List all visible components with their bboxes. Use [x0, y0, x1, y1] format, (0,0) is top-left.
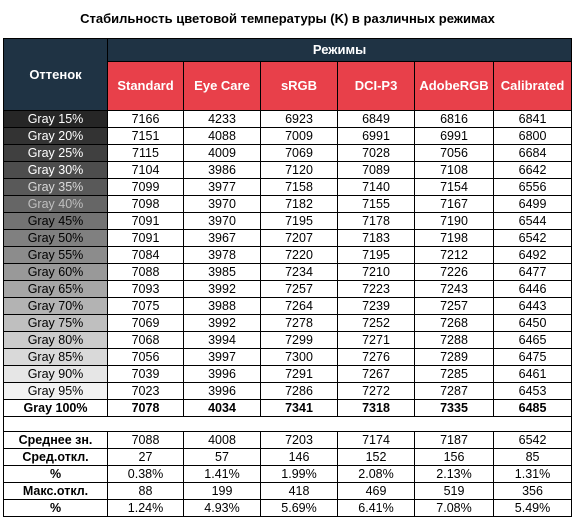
- table-row: [4, 230, 572, 247]
- stats-value-cell: 7174: [338, 432, 415, 449]
- table-row: [4, 111, 572, 128]
- value-cell: 7299: [261, 332, 338, 349]
- value-cell: 6642: [494, 162, 572, 179]
- value-cell: 3970: [184, 196, 261, 213]
- table-title: Стабильность цветовой температуры (K) в различных режимах: [80, 11, 495, 26]
- value-cell: 7028: [338, 145, 415, 162]
- stats-value-cell: 7088: [108, 432, 184, 449]
- value-cell: 7089: [338, 162, 415, 179]
- table-row: [4, 162, 572, 179]
- value-cell: 3967: [184, 230, 261, 247]
- shade-column-header: Оттенок: [4, 39, 108, 111]
- mode-header-eye-care: Eye Care: [184, 62, 261, 111]
- table-row: [4, 332, 572, 349]
- table-row: [4, 264, 572, 281]
- table-row: [4, 281, 572, 298]
- value-cell: 7056: [108, 349, 184, 366]
- value-cell: 7178: [338, 213, 415, 230]
- table-row: [4, 315, 572, 332]
- value-cell: 7223: [338, 281, 415, 298]
- shade-swatch-cell: Gray 80%: [4, 332, 108, 349]
- color-temperature-table: [3, 38, 572, 517]
- value-cell: 7291: [261, 366, 338, 383]
- table-row: [4, 128, 572, 145]
- table-row: [4, 213, 572, 230]
- value-cell: 3996: [184, 383, 261, 400]
- value-cell: 3988: [184, 298, 261, 315]
- value-cell: 7252: [338, 315, 415, 332]
- value-cell: 7056: [415, 145, 494, 162]
- value-cell: 7069: [108, 315, 184, 332]
- value-cell: 7318: [338, 400, 415, 417]
- shade-swatch-cell: Gray 70%: [4, 298, 108, 315]
- shade-swatch-cell: Gray 60%: [4, 264, 108, 281]
- value-cell: 4009: [184, 145, 261, 162]
- value-cell: 7234: [261, 264, 338, 281]
- value-cell: 7104: [108, 162, 184, 179]
- stats-value-cell: 85: [494, 449, 572, 466]
- shade-swatch-cell: Gray 15%: [4, 111, 108, 128]
- modes-header: Режимы: [108, 39, 572, 62]
- value-cell: 3985: [184, 264, 261, 281]
- stats-value-cell: 7203: [261, 432, 338, 449]
- value-cell: 6461: [494, 366, 572, 383]
- value-cell: 7285: [415, 366, 494, 383]
- shade-swatch-cell: Gray 95%: [4, 383, 108, 400]
- value-cell: 7212: [415, 247, 494, 264]
- value-cell: 3977: [184, 179, 261, 196]
- mode-header-standard: Standard: [108, 62, 184, 111]
- mode-header-adobergb: AdobeRGB: [415, 62, 494, 111]
- value-cell: 7195: [338, 247, 415, 264]
- value-cell: 7195: [261, 213, 338, 230]
- value-cell: 6816: [415, 111, 494, 128]
- value-cell: 7210: [338, 264, 415, 281]
- value-cell: 7093: [108, 281, 184, 298]
- stats-row: [4, 449, 572, 466]
- value-cell: 4233: [184, 111, 261, 128]
- value-cell: 7098: [108, 196, 184, 213]
- value-cell: 6991: [415, 128, 494, 145]
- value-cell: 6453: [494, 383, 572, 400]
- value-cell: 7264: [261, 298, 338, 315]
- value-cell: 7268: [415, 315, 494, 332]
- value-cell: 3986: [184, 162, 261, 179]
- shade-swatch-cell: Gray 75%: [4, 315, 108, 332]
- shade-swatch-cell: Gray 40%: [4, 196, 108, 213]
- table-row: [4, 366, 572, 383]
- value-cell: 7286: [261, 383, 338, 400]
- value-cell: 6684: [494, 145, 572, 162]
- value-cell: 7239: [338, 298, 415, 315]
- stats-value-cell: 57: [184, 449, 261, 466]
- value-cell: 7182: [261, 196, 338, 213]
- value-cell: 6465: [494, 332, 572, 349]
- value-cell: 7288: [415, 332, 494, 349]
- stats-value-cell: 1.41%: [184, 466, 261, 483]
- mode-header-calibrated: Calibrated: [494, 62, 572, 111]
- value-cell: 7167: [415, 196, 494, 213]
- value-cell: 3992: [184, 315, 261, 332]
- value-cell: 7078: [108, 400, 184, 417]
- stats-value-cell: 7.08%: [415, 500, 494, 517]
- value-cell: 6443: [494, 298, 572, 315]
- value-cell: 6923: [261, 111, 338, 128]
- stats-value-cell: 1.31%: [494, 466, 572, 483]
- value-cell: 3994: [184, 332, 261, 349]
- stats-label: %: [4, 466, 108, 483]
- shade-swatch-cell: Gray 55%: [4, 247, 108, 264]
- shade-swatch-cell: Gray 90%: [4, 366, 108, 383]
- table-row: [4, 400, 572, 417]
- value-cell: 7039: [108, 366, 184, 383]
- stats-value-cell: 6542: [494, 432, 572, 449]
- stats-row: [4, 500, 572, 517]
- value-cell: 7267: [338, 366, 415, 383]
- value-cell: 7341: [261, 400, 338, 417]
- stats-row: [4, 466, 572, 483]
- value-cell: 7140: [338, 179, 415, 196]
- stats-value-cell: 5.69%: [261, 500, 338, 517]
- shade-swatch-cell: Gray 30%: [4, 162, 108, 179]
- stats-value-cell: 6.41%: [338, 500, 415, 517]
- value-cell: 7183: [338, 230, 415, 247]
- value-cell: 6849: [338, 111, 415, 128]
- value-cell: 7155: [338, 196, 415, 213]
- stats-label: Среднее зн.: [4, 432, 108, 449]
- table-spacer-row: [4, 417, 572, 432]
- value-cell: 4034: [184, 400, 261, 417]
- stats-value-cell: 152: [338, 449, 415, 466]
- value-cell: 7069: [261, 145, 338, 162]
- value-cell: 6991: [338, 128, 415, 145]
- spacer-cell: [4, 417, 572, 432]
- value-cell: 3996: [184, 366, 261, 383]
- value-cell: 7088: [108, 264, 184, 281]
- value-cell: 4088: [184, 128, 261, 145]
- value-cell: 6544: [494, 213, 572, 230]
- value-cell: 7243: [415, 281, 494, 298]
- stats-value-cell: 356: [494, 483, 572, 500]
- value-cell: 6841: [494, 111, 572, 128]
- stats-value-cell: 88: [108, 483, 184, 500]
- value-cell: 7257: [261, 281, 338, 298]
- value-cell: 7075: [108, 298, 184, 315]
- table-row: [4, 298, 572, 315]
- value-cell: 7166: [108, 111, 184, 128]
- stats-row: [4, 432, 572, 449]
- shade-swatch-cell: Gray 100%: [4, 400, 108, 417]
- value-cell: 7198: [415, 230, 494, 247]
- stats-value-cell: 2.13%: [415, 466, 494, 483]
- value-cell: 6475: [494, 349, 572, 366]
- mode-header-srgb: sRGB: [261, 62, 338, 111]
- stats-value-cell: 1.99%: [261, 466, 338, 483]
- table-row: [4, 247, 572, 264]
- value-cell: 7108: [415, 162, 494, 179]
- value-cell: 7190: [415, 213, 494, 230]
- value-cell: 7257: [415, 298, 494, 315]
- shade-swatch-cell: Gray 85%: [4, 349, 108, 366]
- value-cell: 6446: [494, 281, 572, 298]
- stats-value-cell: 156: [415, 449, 494, 466]
- stats-value-cell: 27: [108, 449, 184, 466]
- value-cell: 7068: [108, 332, 184, 349]
- value-cell: 6800: [494, 128, 572, 145]
- stats-label: Макс.откл.: [4, 483, 108, 500]
- value-cell: 3997: [184, 349, 261, 366]
- value-cell: 7271: [338, 332, 415, 349]
- value-cell: 7115: [108, 145, 184, 162]
- value-cell: 3970: [184, 213, 261, 230]
- shade-swatch-cell: Gray 20%: [4, 128, 108, 145]
- value-cell: 6492: [494, 247, 572, 264]
- stats-value-cell: 7187: [415, 432, 494, 449]
- table-row: [4, 383, 572, 400]
- value-cell: 7278: [261, 315, 338, 332]
- shade-swatch-cell: Gray 35%: [4, 179, 108, 196]
- value-cell: 7158: [261, 179, 338, 196]
- value-cell: 7120: [261, 162, 338, 179]
- value-cell: 6450: [494, 315, 572, 332]
- value-cell: 7084: [108, 247, 184, 264]
- table-row: [4, 179, 572, 196]
- shade-swatch-cell: Gray 50%: [4, 230, 108, 247]
- value-cell: 7226: [415, 264, 494, 281]
- stats-label: Сред.откл.: [4, 449, 108, 466]
- mode-header-dci-p3: DCI-P3: [338, 62, 415, 111]
- stats-value-cell: 2.08%: [338, 466, 415, 483]
- stats-row: [4, 483, 572, 500]
- table-row: [4, 349, 572, 366]
- stats-value-cell: 4008: [184, 432, 261, 449]
- stats-value-cell: 5.49%: [494, 500, 572, 517]
- value-cell: 7154: [415, 179, 494, 196]
- value-cell: 7335: [415, 400, 494, 417]
- stats-value-cell: 4.93%: [184, 500, 261, 517]
- value-cell: 3978: [184, 247, 261, 264]
- value-cell: 7289: [415, 349, 494, 366]
- stats-value-cell: 1.24%: [108, 500, 184, 517]
- table-row: [4, 145, 572, 162]
- stats-value-cell: 469: [338, 483, 415, 500]
- table-row: [4, 196, 572, 213]
- value-cell: 7287: [415, 383, 494, 400]
- stats-value-cell: 519: [415, 483, 494, 500]
- stats-value-cell: 0.38%: [108, 466, 184, 483]
- stats-value-cell: 418: [261, 483, 338, 500]
- value-cell: 7009: [261, 128, 338, 145]
- value-cell: 7023: [108, 383, 184, 400]
- shade-swatch-cell: Gray 45%: [4, 213, 108, 230]
- shade-swatch-cell: Gray 65%: [4, 281, 108, 298]
- stats-value-cell: 146: [261, 449, 338, 466]
- value-cell: 7091: [108, 213, 184, 230]
- value-cell: 7091: [108, 230, 184, 247]
- stats-value-cell: 199: [184, 483, 261, 500]
- value-cell: 7207: [261, 230, 338, 247]
- value-cell: 7220: [261, 247, 338, 264]
- value-cell: 3992: [184, 281, 261, 298]
- value-cell: 7099: [108, 179, 184, 196]
- value-cell: 6556: [494, 179, 572, 196]
- value-cell: 7272: [338, 383, 415, 400]
- value-cell: 7276: [338, 349, 415, 366]
- stats-label: %: [4, 500, 108, 517]
- value-cell: 7300: [261, 349, 338, 366]
- value-cell: 7151: [108, 128, 184, 145]
- value-cell: 6485: [494, 400, 572, 417]
- value-cell: 6477: [494, 264, 572, 281]
- value-cell: 6499: [494, 196, 572, 213]
- value-cell: 6542: [494, 230, 572, 247]
- shade-swatch-cell: Gray 25%: [4, 145, 108, 162]
